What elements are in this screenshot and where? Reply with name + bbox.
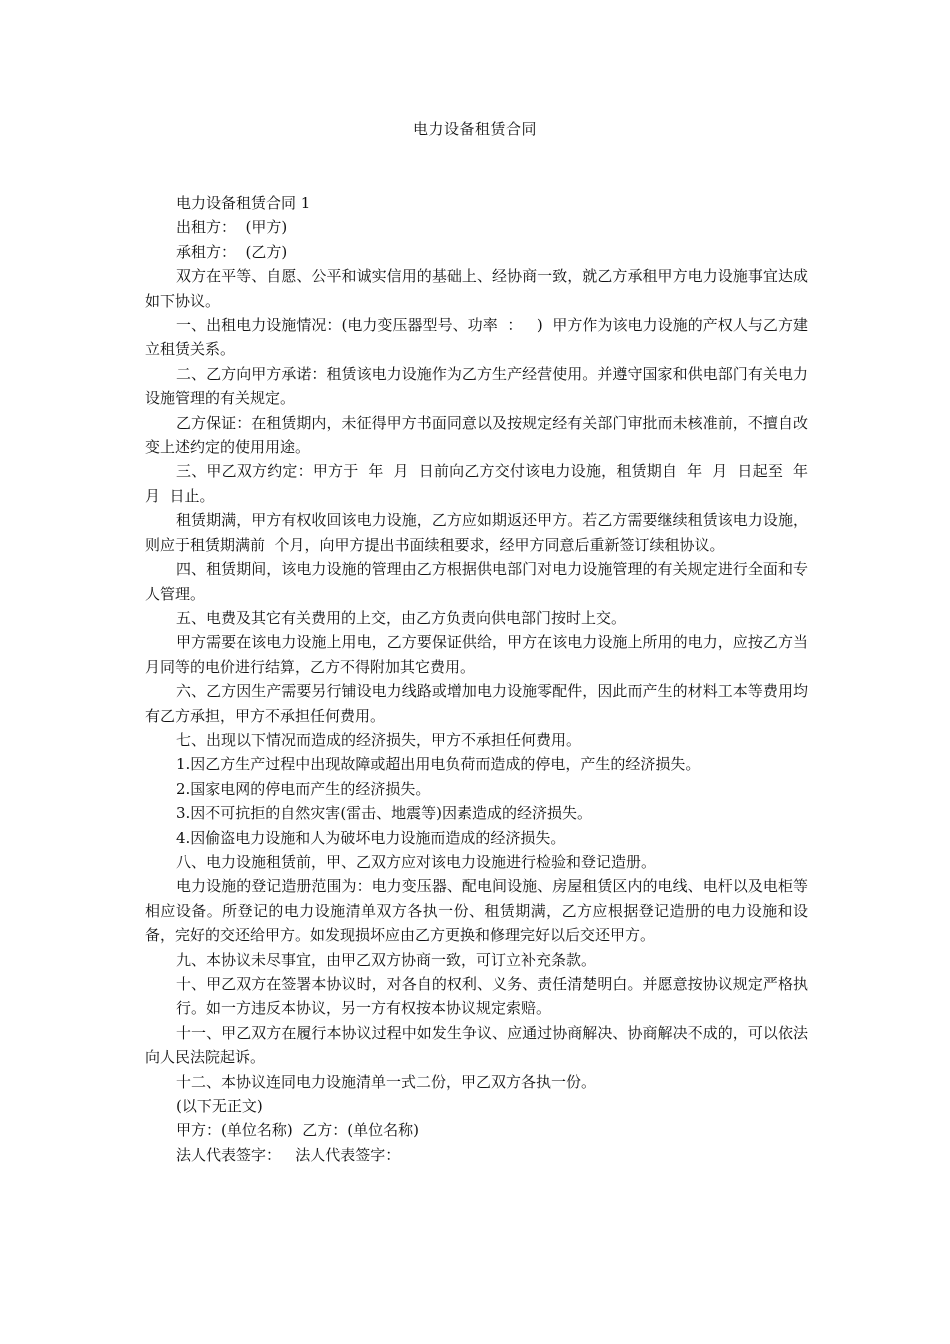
preamble-paragraph: 双方在平等、自愿、公平和诚实信用的基础上、经协商一致，就乙方承租甲方电力设施事宜达成如下协议。 [145,267,808,310]
clause-1: 一、出租电力设施情况：(电力变压器型号、功率 ： ) 甲方作为该电力设施的产权人与乙方建立租赁关系。 [145,316,808,359]
document-body [145,191,818,1167]
clause-7-item-4: 4.因偷盗电力设施和人为破坏电力设施而造成的经济损失。 [176,828,566,847]
clause-11: 十一、甲乙双方在履行本协议过程中如发生争议、应通过协商解决、协商解决不成的，可以依法向人民法院起诉。 [145,1023,808,1067]
clause-7-item-3: 3.因不可抗拒的自然灾害(雷击、地震等)因素造成的经济损失。 [176,804,593,823]
clause-2: 二、乙方向甲方承诺：租赁该电力设施作为乙方生产经营使用。并遵守国家和供电部门有关电力设施管理的有关规定。 [145,364,808,408]
clause-5-detail: 甲方需要在该电力设施上用电，乙方要保证供给，甲方在该电力设施上所用的电力，应按乙方当月同等的电价进行结算，乙方不得附加其它费用。 [145,633,808,676]
party-names-line: 甲方：(单位名称) 乙方：(单位名称) [176,1121,419,1140]
contract-heading: 电力设备租赁合同 1 [176,194,311,212]
clause-4: 四、租赁期间，该电力设施的管理由乙方根据供电部门对电力设施管理的有关规定进行全面和专人管理。 [145,560,808,603]
clause-3: 三、甲乙双方约定：甲方于 年 月 日前向乙方交付该电力设施，租赁期自 年 月 日起至 年 月 日止。 [145,462,818,505]
document-title: 电力设备租赁合同 [412,120,537,138]
clause-8-detail: 电力设施的登记造册范围为：电力变压器、配电间设施、房屋租赁区内的电线、电杆以及电柜等相应设备。所登记的电力设施清单双方各执一份、租赁期满，乙方应根据登记造册的电力设施和设备，完好的交还给甲方。如发现损坏应由乙方更换和修理完好以后交还甲方。 [145,877,808,945]
clause-8: 八、电力设施租赁前，甲、乙双方应对该电力设施进行检验和登记造册。 [176,852,657,871]
clause-5: 五、电费及其它有关费用的上交，由乙方负责向供电部门按时上交。 [176,608,627,627]
clause-9: 九、本协议未尽事宜，由甲乙双方协商一致，可订立补充条款。 [176,950,597,969]
clause-7-item-1: 1.因乙方生产过程中出现故障或超出用电负荷而造成的停电，产生的经济损失。 [176,755,701,774]
clause-12: 十二、本协议连同电力设施清单一式二份，甲乙双方各执一份。 [176,1072,597,1091]
clause-10: 十、甲乙双方在签署本协议时，对各自的权利、义务、责任清楚明白。并愿意按协议规定严格执行。如一方违反本协议，另一方有权按本协议规定索赔。 [176,975,808,1018]
clause-7: 七、出现以下情况而造成的经济损失，甲方不承担任何费用。 [176,730,582,749]
clause-6: 六、乙方因生产需要另行铺设电力线路或增加电力设施零配件，因此而产生的材料工本等费用均有乙方承担，甲方不承担任何费用。 [145,682,808,725]
clause-3-expiry: 租赁期满，甲方有权收回该电力设施，乙方应如期返还甲方。若乙方需要继续租赁该电力设施，则应于租赁期满前 个月，向甲方提出书面续租要求，经甲方同意后重新签订续租协议。 [145,511,808,554]
signature-line: 法人代表签字： 法人代表签字： [176,1145,401,1164]
no-further-text-note: (以下无正文) [176,1097,263,1116]
lessee-line: 承租方： (乙方) [176,242,288,261]
clause-7-item-2: 2.国家电网的停电而产生的经济损失。 [176,779,431,798]
lessor-line: 出租方： (甲方) [176,218,288,237]
clause-2-guarantee: 乙方保证：在租赁期内，未征得甲方书面同意以及按规定经有关部门审批而未核准前，不擅自改变上述约定的使用用途。 [145,413,808,457]
